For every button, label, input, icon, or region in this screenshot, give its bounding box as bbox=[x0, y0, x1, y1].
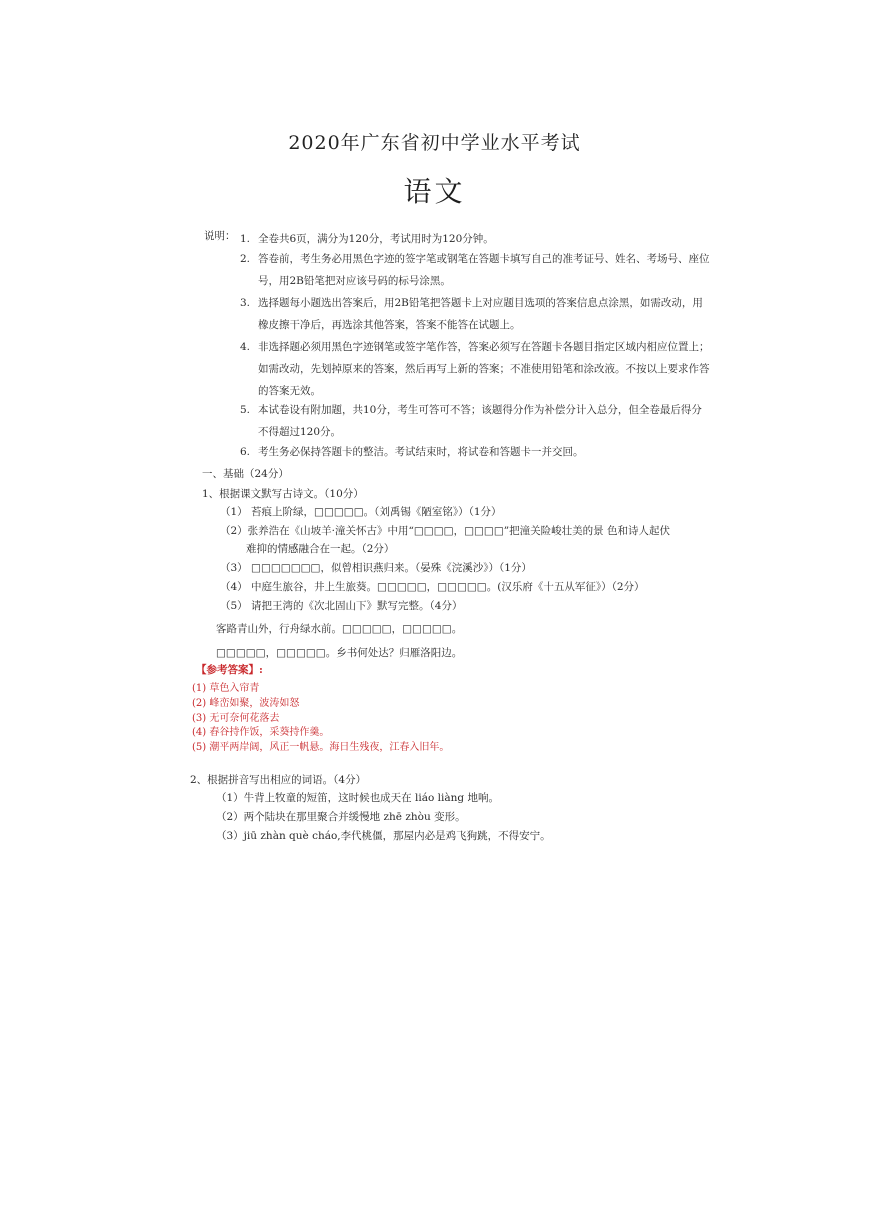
question-2-item: （2）两个陆块在那里聚合并缓慢地 zhē zhòu 变形。 bbox=[216, 811, 466, 823]
note-number: 4. bbox=[240, 341, 251, 353]
note-item bbox=[240, 228, 710, 250]
note-text: 选择题每小题选出答案后，用2B铅笔把答题卡上对应题目选项的答案信息点涂黑，如需改动，用橡皮擦干净后，再选涂其他答案，答案不能答在试题上。 bbox=[258, 297, 703, 331]
question-1-item: □□□□□，□□□□□。乡书何处达？归雁洛阳边。 bbox=[216, 647, 463, 659]
note-text: 非选择题必须用黑色字迹钢笔或签字笔作答，答案必须写在答题卡各题目指定区域内相应位置上；如需改动，先划掉原来的答案，然后再写上新的答案；不准使用铅笔和涂改液。不按以上要求作答的答案无效。 bbox=[258, 341, 710, 397]
note-text: 全卷共6页，满分为120分，考试用时为120分钟。 bbox=[258, 233, 494, 245]
question-1-item: （4） 中庭生旅谷，井上生旅葵。□□□□□，□□□□□。(汉乐府《十五从军征》）（2分） bbox=[220, 581, 645, 593]
section-heading: 一、基础（24分） bbox=[202, 468, 289, 480]
question-2-item: （3）jiū zhàn què cháo,李代桃僵，那屋内必是鸡飞狗跳，不得安宁。 bbox=[216, 830, 551, 842]
note-number: 3. bbox=[240, 297, 251, 309]
note-text: 本试卷设有附加题，共10分，考生可答可不答；该题得分作为补偿分计入总分，但全卷最后得分不得超过120分。 bbox=[258, 404, 702, 438]
note-item bbox=[240, 292, 710, 336]
answer-item: (2) 峰峦如聚，波涛如怒 bbox=[192, 698, 300, 709]
note-item bbox=[240, 336, 710, 402]
answer-item: (5) 潮平两岸阔，风正一帆悬。海日生残夜，江春入旧年。 bbox=[192, 742, 450, 753]
answer-item: (3) 无可奈何花落去 bbox=[192, 713, 280, 724]
question-2-item: （1）牛背上牧童的短笛，这时候也成天在 liáo liàng 地响。 bbox=[216, 792, 499, 804]
question-1-item: 难抑的情感融合在一起。（2分） bbox=[246, 543, 395, 555]
note-text: 考生务必保持答题卡的整洁。考试结束时，将试卷和答题卡一并交回。 bbox=[258, 446, 584, 458]
answer-item: (1) 草色入帘青 bbox=[192, 683, 260, 694]
question-1-item: （2）张养浩在《山坡羊·潼关怀古》中用“□□□□，□□□□”把潼关险峻壮美的景 色和诗人起伏 bbox=[220, 525, 670, 537]
question-1-stem: 1、根据课文默写古诗文。（10分） bbox=[202, 488, 364, 500]
question-1-item: （5） 请把王湾的《次北固山下》默写完整。（4分） bbox=[220, 600, 463, 612]
question-1-item: （3） □□□□□□□，似曾相识燕归来。（晏殊《浣溪沙》）（1分） bbox=[220, 562, 532, 574]
note-number: 5. bbox=[240, 404, 251, 416]
note-item bbox=[240, 441, 710, 463]
note-item bbox=[240, 399, 710, 443]
answer-header: 【参考答案】: bbox=[196, 664, 263, 676]
question-2-stem: 2、根据拼音写出相应的词语。（4分） bbox=[190, 774, 367, 786]
question-1-item: （1） 苔痕上阶绿，□□□□□。（刘禹锡《陋室铭》）（1分） bbox=[220, 506, 502, 518]
answer-item: (4) 舂谷持作饭，采葵持作羹。 bbox=[192, 727, 330, 738]
note-number: 6. bbox=[240, 446, 251, 458]
note-number: 2. bbox=[240, 253, 251, 265]
subject-title: 语文 bbox=[403, 175, 466, 208]
note-text: 答卷前，考生务必用黑色字迹的签字笔或钢笔在答题卡填写自己的准考证号、姓名、考场号、座位号，用2B铅笔把对应该号码的标号涂黑。 bbox=[258, 253, 710, 287]
note-item bbox=[240, 248, 710, 292]
notes-label: 说明： bbox=[204, 230, 236, 242]
note-number: 1. bbox=[240, 233, 251, 245]
question-1-item: 客路青山外，行舟绿水前。□□□□□，□□□□□。 bbox=[216, 623, 463, 635]
exam-title: 2020年广东省初中学业水平考试 bbox=[288, 132, 581, 154]
